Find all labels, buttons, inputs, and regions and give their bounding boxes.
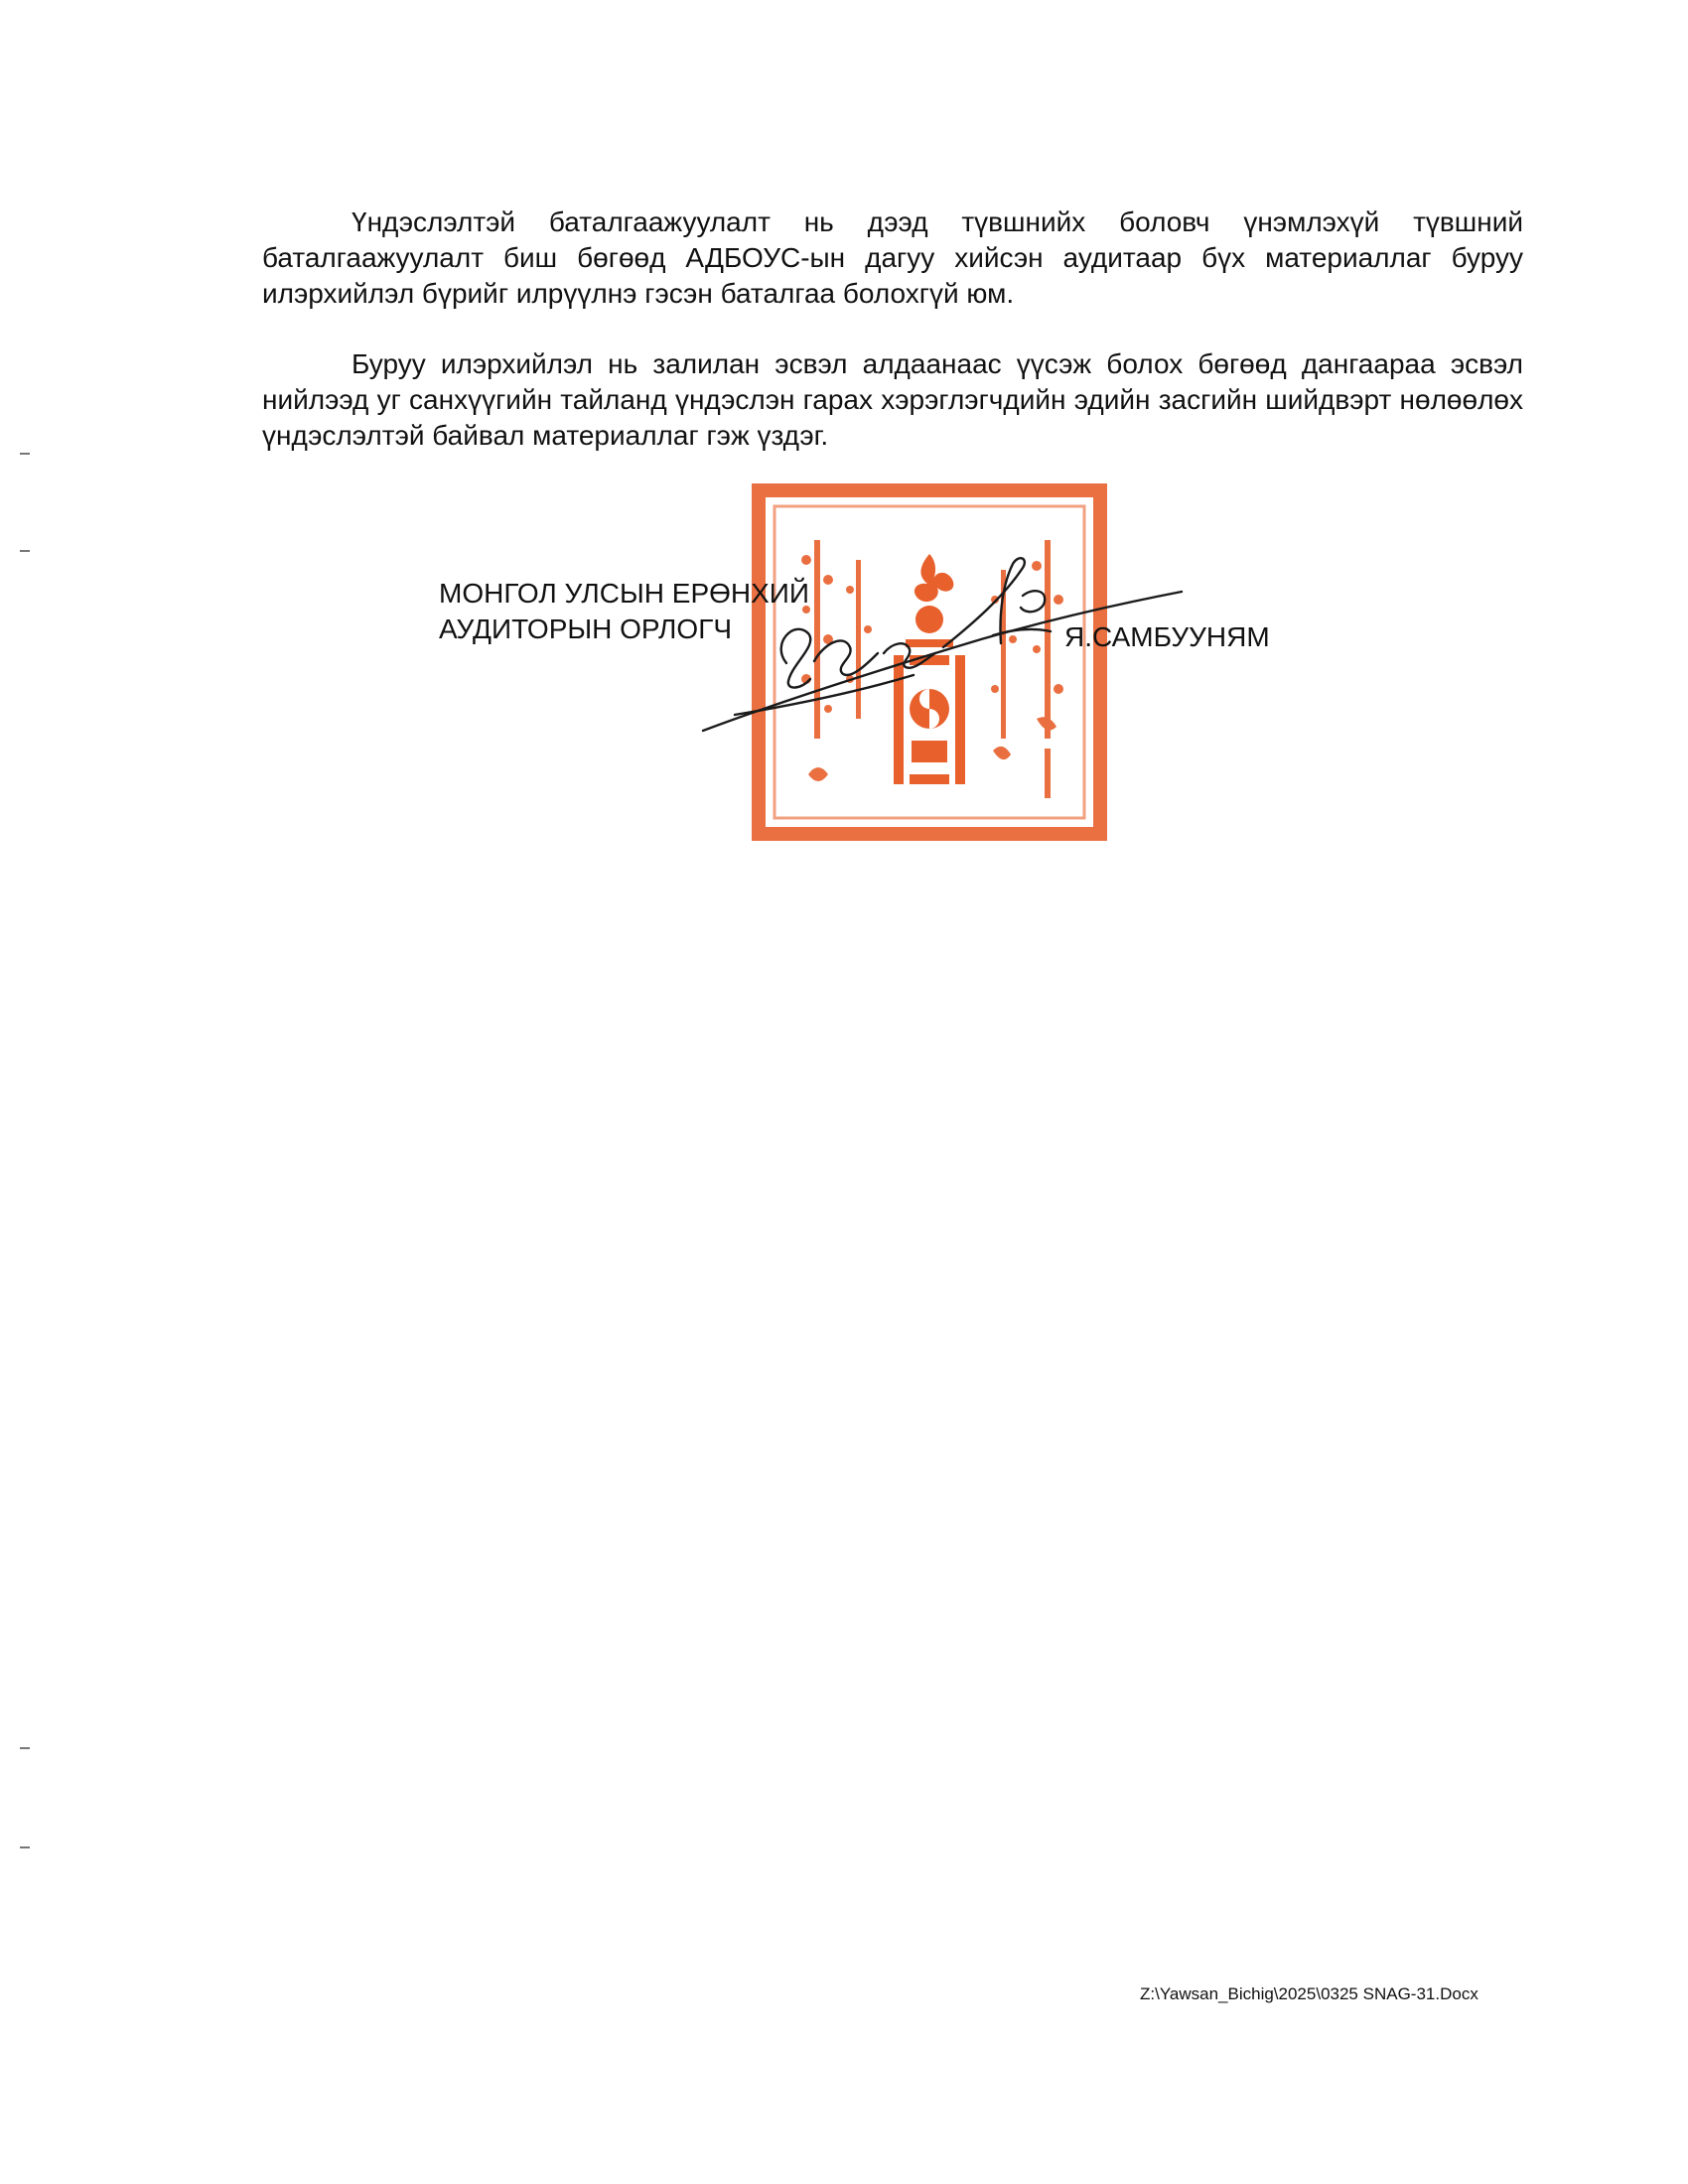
file-path-footer: Z:\Yawsan_Bichig\2025\0325 SNAG-31.Docx — [1140, 1984, 1478, 2003]
scan-edge-mark — [20, 550, 30, 552]
signatory-name: Я.САМБУУНЯМ — [1064, 621, 1270, 652]
paragraph-reasonable-assurance: Үндэслэлтэй баталгаажуулалт нь дээд түвшнийх боловч үнэмлэхүй түвшний баталгаажуулалт биш бөгөөд АДБОУС-ын дагуу хийсэн аудитаар бүх материаллаг буруу илэрхийлэл бүрийг илрүүлнэ гэсэн баталгаа болохгүй юм. — [262, 206, 1523, 309]
signatory-title-line1: МОНГОЛ УЛСЫН ЕРӨНХИЙ — [439, 578, 810, 609]
scan-edge-mark — [20, 1846, 30, 1848]
signatory-title-line2: АУДИТОРЫН ОРЛОГЧ — [439, 614, 733, 644]
paragraph-misstatement: Буруу илэрхийлэл нь залилан эсвэл алдаанаас үүсэж болох бөгөөд дангаараа эсвэл нийлээд уг санхүүгийн тайланд үндэслэн гарах хэрэглэгчдийн эдийн засгийн шийдвэрт нөлөөлөх үндэслэлтэй байвал материаллаг гэж үздэг. — [262, 348, 1523, 451]
scan-edge-mark — [20, 453, 30, 455]
scan-edge-mark — [20, 1747, 30, 1749]
